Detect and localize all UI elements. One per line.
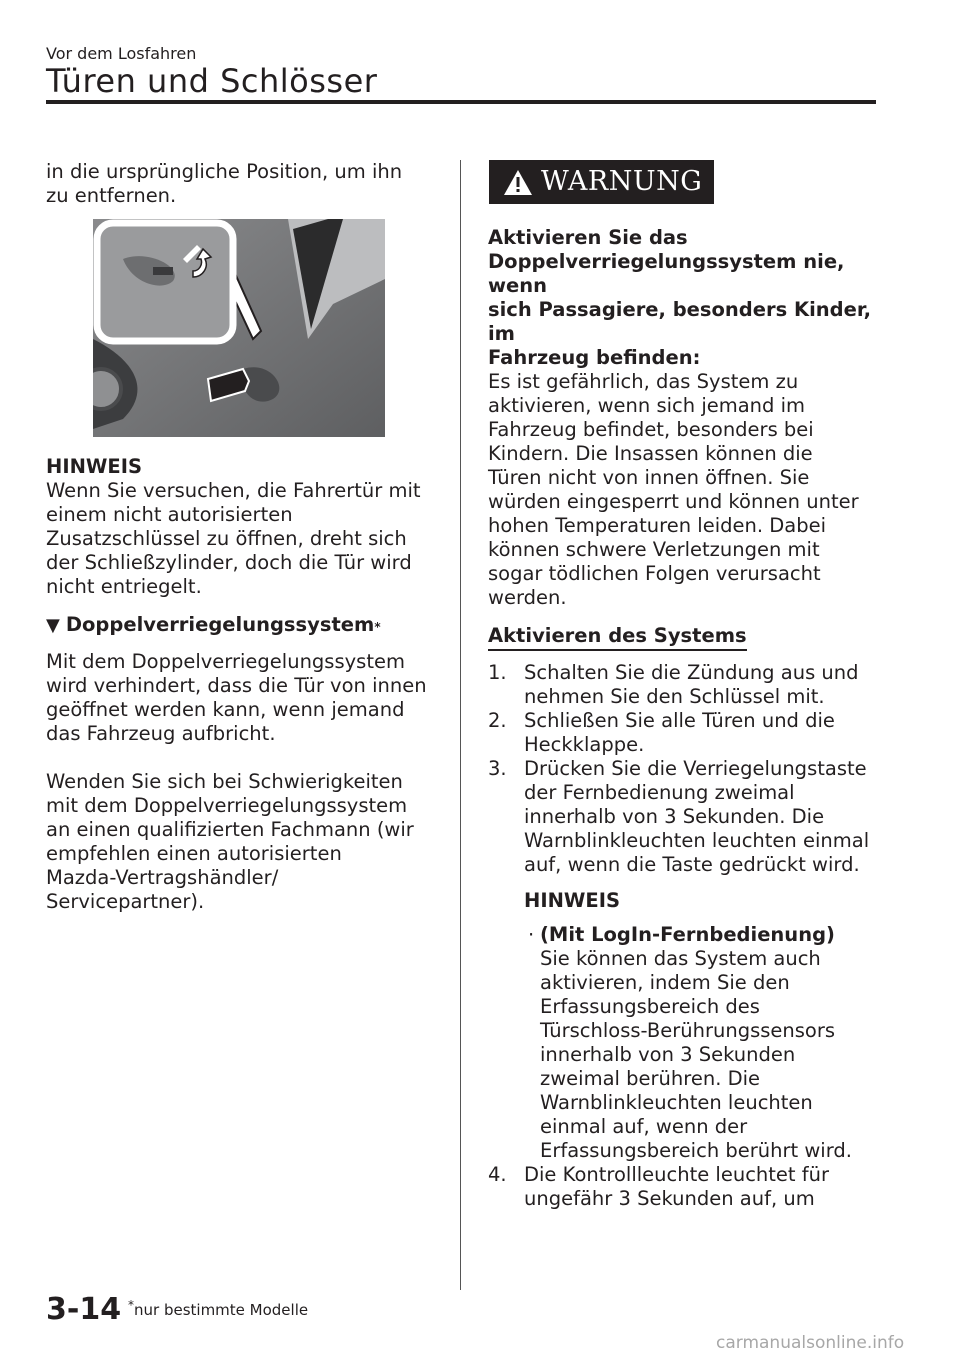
text-line: nicht entriegelt. bbox=[46, 575, 202, 598]
warning-label: WARNUNG bbox=[541, 166, 703, 197]
note-title: HINWEIS bbox=[46, 455, 143, 478]
intro-paragraph bbox=[46, 160, 434, 208]
step-number: 4. bbox=[488, 1163, 507, 1186]
text-line: zweimal berühren. Die bbox=[540, 1067, 761, 1090]
wheel bbox=[93, 369, 121, 409]
bullet-title: (Mit LogIn-Fernbedienung) bbox=[540, 923, 835, 946]
text-line: Erfassungsbereich des bbox=[540, 995, 760, 1018]
list-item bbox=[488, 1163, 880, 1211]
text-line: zu entfernen. bbox=[46, 184, 177, 207]
text-line: der Fernbedienung zweimal bbox=[524, 781, 795, 804]
text-line: Erfassungsbereich berührt wird. bbox=[540, 1139, 852, 1162]
text-line: hohen Temperaturen leiden. Dabei bbox=[488, 514, 827, 537]
watermark: carmanualsonline.info bbox=[716, 1333, 905, 1353]
text-line: Warnblinkleuchten leuchten bbox=[540, 1091, 813, 1114]
text-line: sogar tödlichen Folgen verursacht bbox=[488, 562, 821, 585]
warning-badge bbox=[489, 160, 714, 204]
left-column bbox=[46, 160, 434, 914]
lock-cylinder bbox=[153, 267, 173, 275]
column-divider bbox=[460, 160, 461, 1290]
text-line: nehmen Sie den Schlüssel mit. bbox=[524, 685, 825, 708]
text-line: Zusatzschlüssel zu öffnen, dreht sich bbox=[46, 527, 407, 550]
footnote-text: nur bestimmte Modelle bbox=[134, 1301, 309, 1319]
text-line: Wenden Sie sich bei Schwierigkeiten bbox=[46, 770, 403, 793]
text-line: würden eingesperrt und können unter bbox=[488, 490, 859, 513]
subheading: Aktivieren des Systems bbox=[488, 624, 747, 651]
text-line: Kindern. Die Insassen können die bbox=[488, 442, 813, 465]
text-line: auf, wenn die Taste gedrückt wird. bbox=[524, 853, 860, 876]
paragraph-2 bbox=[46, 770, 434, 914]
text-line: Schalten Sie die Zündung aus und bbox=[524, 661, 859, 684]
list-item bbox=[488, 709, 880, 757]
step-number: 3. bbox=[488, 757, 507, 780]
door-key-illustration bbox=[93, 219, 385, 437]
text-line: werden. bbox=[488, 586, 567, 609]
note-paragraph bbox=[46, 479, 434, 599]
step-number: 2. bbox=[488, 709, 507, 732]
note-bullet bbox=[528, 923, 880, 1163]
text-line: Sie können das System auch bbox=[540, 947, 821, 970]
text-line: sich Passagiere, besonders Kinder, im bbox=[488, 298, 872, 345]
step-note-title: HINWEIS bbox=[524, 889, 621, 912]
text-line: innerhalb von 3 Sekunden bbox=[540, 1043, 796, 1066]
text-line: einem nicht autorisierten bbox=[46, 503, 293, 526]
bullet-dot-icon: · bbox=[528, 923, 535, 946]
steps-list bbox=[488, 661, 880, 1211]
text-line: der Schließzylinder, doch die Tür wird bbox=[46, 551, 412, 574]
text-line: Es ist gefährlich, das System zu bbox=[488, 370, 799, 393]
step-number: 1. bbox=[488, 661, 507, 684]
text-line: geöffnet werden kann, wenn jemand bbox=[46, 698, 405, 721]
text-line: Mazda-Vertragshändler/ bbox=[46, 866, 279, 889]
text-line: können schwere Verletzungen mit bbox=[488, 538, 820, 561]
text-line: wird verhindert, dass die Tür von innen bbox=[46, 674, 427, 697]
text-line: aktivieren, indem Sie den bbox=[540, 971, 790, 994]
door-key-drawing bbox=[93, 219, 385, 437]
text-line: Die Kontrollleuchte leuchtet für bbox=[524, 1163, 830, 1186]
triangle-down-icon: ▼ bbox=[46, 615, 60, 636]
text-line: mit dem Doppelverriegelungssystem bbox=[46, 794, 408, 817]
text-line: ungefähr 3 Sekunden auf, um bbox=[524, 1187, 815, 1210]
footnote bbox=[128, 1298, 309, 1319]
text-line: Aktivieren Sie das bbox=[488, 226, 688, 249]
text-line: Doppelverriegelungssystem nie, wenn bbox=[488, 250, 845, 297]
paragraph-1 bbox=[46, 650, 434, 746]
text-line: Servicepartner). bbox=[46, 890, 205, 913]
text-line: Heckklappe. bbox=[524, 733, 645, 756]
section-title: Doppelverriegelungssystem bbox=[65, 613, 375, 636]
text-line: das Fahrzeug aufbricht. bbox=[46, 722, 276, 745]
footnote-marker: * bbox=[128, 1298, 134, 1312]
list-item bbox=[488, 757, 880, 877]
text-line: in die ursprüngliche Position, um ihn bbox=[46, 160, 403, 183]
text-line: empfehlen einen autorisierten bbox=[46, 842, 342, 865]
right-column bbox=[488, 160, 880, 1211]
text-line: Türen nicht von innen öffnen. Sie bbox=[488, 466, 810, 489]
text-line: Türschloss-Berührungssensors bbox=[540, 1019, 836, 1042]
warning-triangle-icon bbox=[503, 169, 533, 196]
text-line: innerhalb von 3 Sekunden. Die bbox=[524, 805, 825, 828]
text-line: Mit dem Doppelverriegelungssystem bbox=[46, 650, 405, 673]
warning-body bbox=[488, 370, 880, 610]
page-number: 3-14 bbox=[46, 1292, 122, 1327]
header-rule bbox=[46, 100, 876, 104]
text-line: aktivieren, wenn sich jemand im bbox=[488, 394, 806, 417]
text-line: an einen qualifizierten Fachmann (wir bbox=[46, 818, 414, 841]
warning-lead bbox=[488, 226, 880, 370]
text-line: Warnblinkleuchten leuchten einmal bbox=[524, 829, 870, 852]
chapter-label: Vor dem Losfahren bbox=[46, 44, 197, 63]
list-item bbox=[488, 661, 880, 709]
text-line: einmal auf, wenn der bbox=[540, 1115, 748, 1138]
text-line: Fahrzeug befindet, besonders bei bbox=[488, 418, 814, 441]
text-line: Drücken Sie die Verriegelungstaste bbox=[524, 757, 867, 780]
page-title: Türen und Schlösser bbox=[46, 62, 378, 100]
text-line: Wenn Sie versuchen, die Fahrertür mit bbox=[46, 479, 421, 502]
section-heading: ▼ Doppelverriegelungssystem * bbox=[46, 613, 381, 636]
text-line: Schließen Sie alle Türen und die bbox=[524, 709, 835, 732]
text-line: Fahrzeug befinden: bbox=[488, 346, 701, 369]
